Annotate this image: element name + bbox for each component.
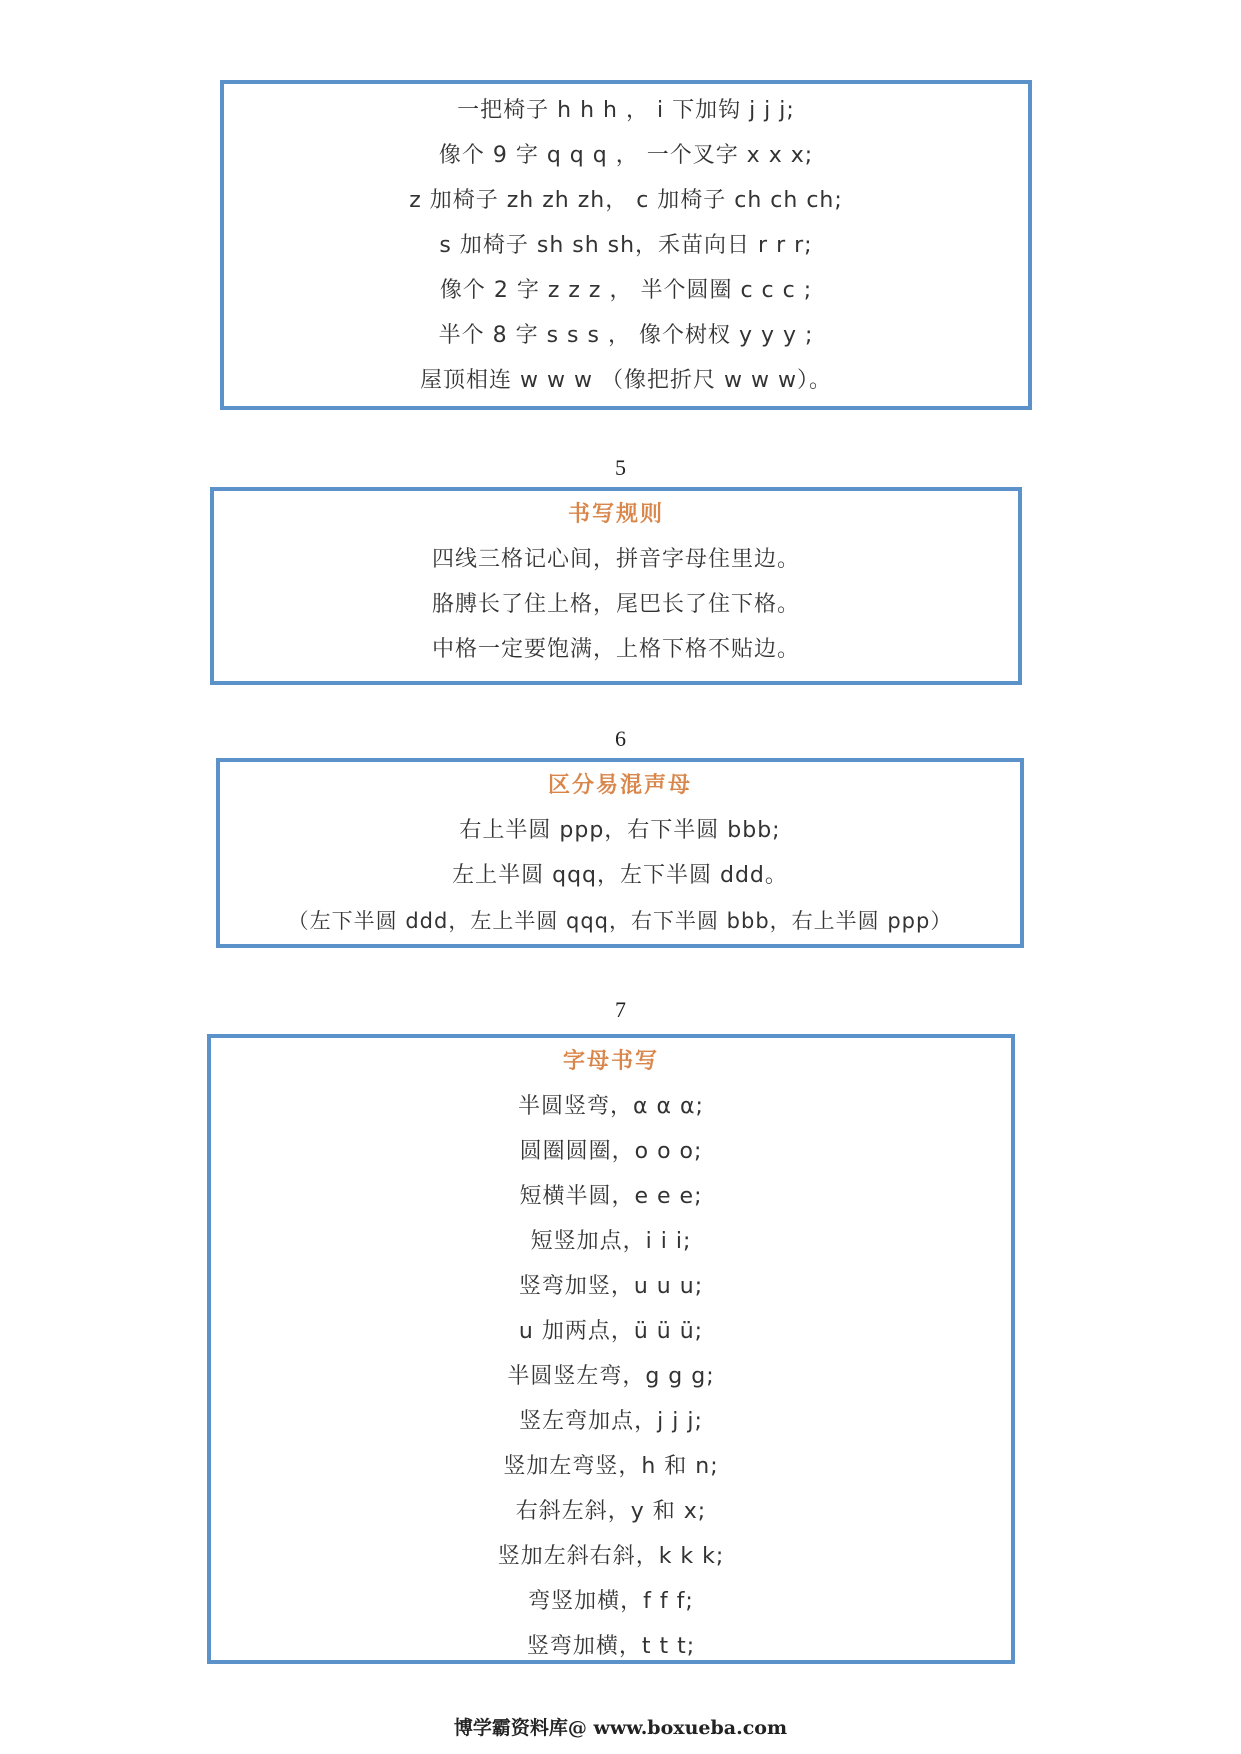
footer-source: 博学霸资料库@ www.boxueba.com bbox=[453, 1717, 788, 1739]
text-line: 四线三格记心间，拼音字母住里边。 bbox=[431, 547, 800, 572]
section-number: 6 bbox=[615, 726, 626, 751]
text-line: 一把椅子 h h h ， i 下加钩 j j j; bbox=[457, 98, 795, 123]
text-line: 左上半圆 qqq，左下半圆 ddd。 bbox=[452, 863, 788, 888]
section-heading: 区分易混声母 bbox=[547, 773, 692, 798]
text-line: 右上半圆 ppp，右下半圆 bbb; bbox=[459, 818, 781, 843]
text-line: 中格一定要饱满，上格下格不贴边。 bbox=[431, 637, 800, 662]
text-line: 竖弯加竖，u u u; bbox=[518, 1274, 704, 1299]
text-line: 圆圈圆圈，o o o; bbox=[519, 1139, 703, 1164]
text-line: 屋顶相连 w w w （像把折尺 w w w）。 bbox=[420, 368, 832, 393]
section-heading: 字母书写 bbox=[562, 1049, 659, 1074]
text-line: 竖加左斜右斜，k k k; bbox=[497, 1544, 725, 1569]
text-line: 像个 2 字 z z z ， 半个圆圈 c c c ; bbox=[439, 278, 813, 303]
text-line: 竖弯加横，t t t; bbox=[526, 1634, 696, 1659]
section-number: 5 bbox=[615, 455, 626, 480]
text-line: 胳膊长了住上格，尾巴长了住下格。 bbox=[431, 592, 800, 617]
text-line: 半圆竖左弯，g g g; bbox=[507, 1364, 715, 1389]
text-line: 竖加左弯竖，h 和 n; bbox=[503, 1454, 719, 1479]
text-line: 竖左弯加点，j j j; bbox=[519, 1409, 703, 1434]
text-line: 像个 9 字 q q q ， 一个叉字 x x x; bbox=[438, 143, 814, 168]
text-line: z 加椅子 zh zh zh， c 加椅子 ch ch ch; bbox=[409, 188, 843, 213]
text-line: 半个 8 字 s s s ， 像个树杈 y y y ; bbox=[438, 323, 814, 348]
confusing-consonants-box bbox=[216, 758, 1024, 948]
text-line: 短竖加点，i i i; bbox=[530, 1229, 692, 1254]
text-line: （左下半圆 ddd，左上半圆 qqq，右下半圆 bbb，右上半圆 ppp） bbox=[287, 909, 953, 933]
text-line: 弯竖加横，f f f; bbox=[528, 1589, 694, 1614]
text-line: 短横半圆，e e e; bbox=[519, 1184, 703, 1209]
text-line: 右斜左斜，y 和 x; bbox=[515, 1499, 707, 1524]
text-line: s 加椅子 sh sh sh，禾苗向日 r r r; bbox=[439, 233, 813, 258]
writing-rules-box bbox=[210, 487, 1022, 685]
section-number: 7 bbox=[615, 997, 626, 1022]
section-heading: 书写规则 bbox=[567, 502, 664, 527]
text-line: u 加两点，ü ü ü; bbox=[518, 1319, 704, 1344]
mnemonic-box-consonants bbox=[220, 80, 1032, 410]
letter-writing-box bbox=[207, 1034, 1015, 1664]
text-line: 半圆竖弯，α α α; bbox=[518, 1094, 704, 1119]
